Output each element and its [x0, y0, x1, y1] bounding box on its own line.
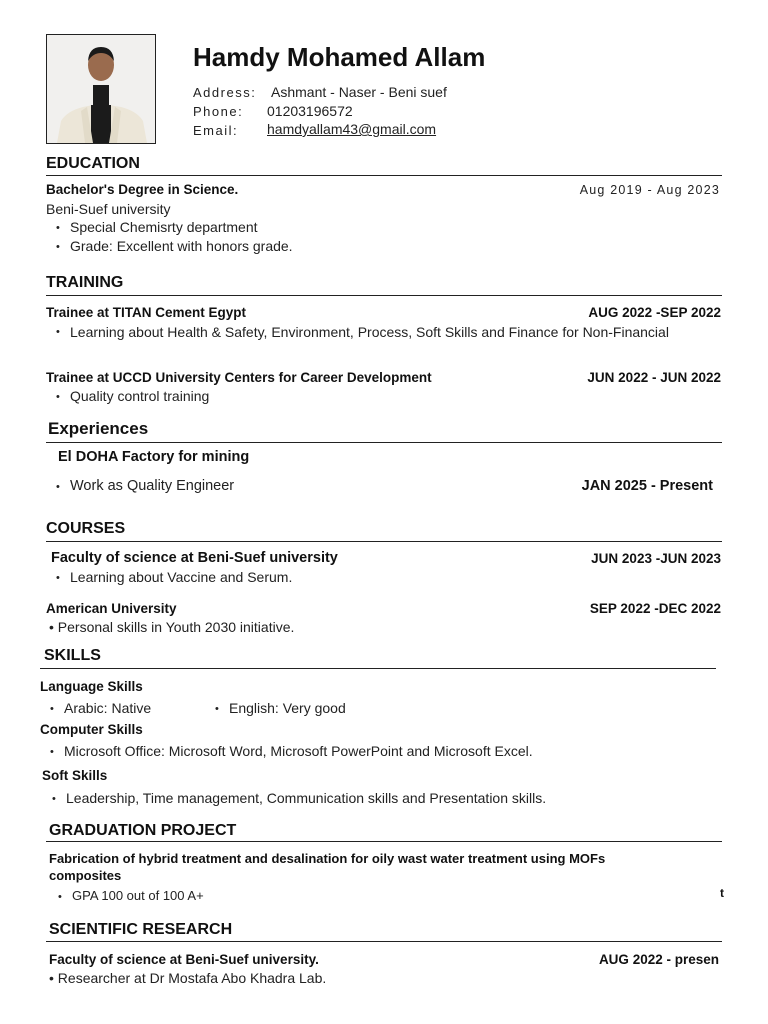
section-title-experiences: Experiences — [48, 419, 149, 438]
list-item: • Grade: Excellent with honors grade. — [70, 238, 293, 254]
course-date: SEP 2022 -DEC 2022 — [589, 601, 721, 616]
section-title-skills: SKILLS — [44, 647, 101, 664]
section-title-graduation-project: GRADUATION PROJECT — [49, 822, 237, 839]
list-item: • Leadership, Time management, Communication skills and Presentation skills. — [66, 790, 546, 806]
computer-skills-title: Computer Skills — [40, 722, 143, 737]
section-divider — [46, 941, 722, 942]
section-divider — [46, 841, 722, 842]
language-skills-title: Language Skills — [40, 679, 143, 694]
stray-character: t — [720, 886, 724, 900]
research-place: Faculty of science at Beni-Suef university. — [49, 952, 319, 967]
project-title: Fabrication of hybrid treatment and desalination for oily wast water treatment using MOFs composites — [49, 851, 606, 883]
training-date: JUN 2022 - JUN 2022 — [587, 370, 721, 385]
section-title-courses: COURSES — [46, 520, 126, 537]
training-date: AUG 2022 -SEP 2022 — [588, 305, 721, 320]
list-item: • Work as Quality Engineer — [70, 478, 234, 494]
section-divider — [46, 442, 722, 443]
list-item: • Learning about Vaccine and Serum. — [70, 569, 292, 585]
list-item: • Personal skills in Youth 2030 initiative. — [49, 619, 295, 635]
section-divider — [46, 295, 722, 296]
education-date: Aug 2019 - Aug 2023 — [579, 183, 720, 197]
section-divider — [46, 541, 722, 542]
list-item: • Arabic: Native — [64, 700, 151, 716]
company-name: El DOHA Factory for mining — [58, 449, 250, 465]
section-divider — [40, 668, 716, 669]
list-item: • Special Chemisrty department — [70, 219, 258, 235]
research-date: AUG 2022 - presen — [598, 952, 719, 967]
section-title-education: EDUCATION — [46, 155, 140, 172]
list-item: • Quality control training — [70, 388, 209, 404]
list-item: • English: Very good — [229, 700, 346, 716]
school-name: Beni-Suef university — [46, 201, 171, 217]
full-name: Hamdy Mohamed Allam — [193, 42, 486, 72]
section-title-training: TRAINING — [46, 274, 124, 291]
soft-skills-title: Soft Skills — [42, 768, 108, 783]
person-silhouette-icon — [47, 35, 155, 143]
address-label: Address: — [193, 85, 257, 100]
address-value: Ashmant - Naser - Beni suef — [271, 84, 447, 100]
email-label: Email: — [193, 123, 239, 138]
email-link[interactable]: hamdyallam43@gmail.com — [267, 121, 437, 137]
course-name: American University — [46, 601, 177, 616]
section-title-scientific-research: SCIENTIFIC RESEARCH — [49, 921, 233, 938]
profile-photo — [46, 34, 156, 144]
list-item: • Microsoft Office: Microsoft Word, Microsoft PowerPoint and Microsoft Excel. — [64, 743, 533, 759]
list-item: • GPA 100 out of 100 A+ — [72, 888, 204, 903]
experience-date: JAN 2025 - Present — [581, 478, 713, 494]
phone-value: 01203196572 — [267, 103, 353, 119]
course-date: JUN 2023 -JUN 2023 — [591, 551, 721, 566]
training-role: Trainee at UCCD University Centers for Career Development — [46, 370, 432, 385]
list-item: • Learning about Health & Safety, Environment, Process, Soft Skills and Finance for Non-Financial — [70, 323, 670, 341]
training-role: Trainee at TITAN Cement Egypt — [46, 305, 247, 320]
list-item: • Researcher at Dr Mostafa Abo Khadra Lab. — [49, 970, 327, 986]
phone-label: Phone: — [193, 104, 244, 119]
section-divider — [46, 175, 722, 176]
degree-title: Bachelor's Degree in Science. — [46, 182, 239, 197]
course-name: Faculty of science at Beni-Suef university — [51, 550, 338, 566]
